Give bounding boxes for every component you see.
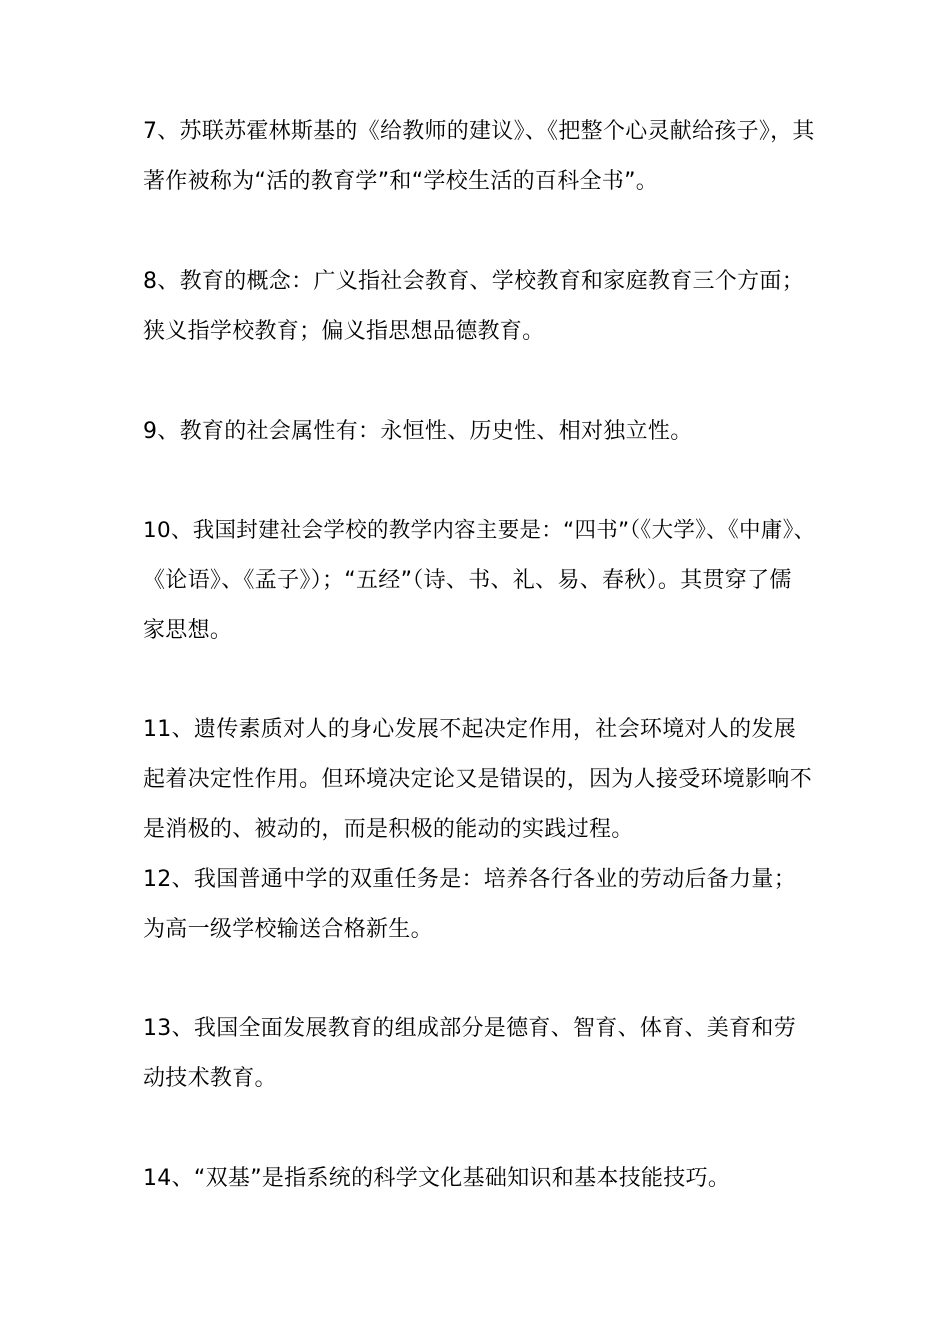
paragraph-item-8 [143,257,815,357]
paragraph-line: 14、“双基”是指系统的科学文化基础知识和基本技能技巧。 [143,1166,731,1191]
paragraph-item-14 [143,1154,815,1204]
paragraph-line: 狭义指学校教育；偏义指思想品德教育。 [143,319,545,344]
paragraph-line: 著作被称为“活的教育学”和“学校生活的百科全书”。 [143,169,659,194]
paragraph-item-11 [143,705,815,855]
paragraph-item-10 [143,506,815,656]
paragraph-line: 《论语》、《孟子》）；“五经”（诗、书、礼、易、春秋）。其贯穿了儒 [143,568,792,593]
paragraph-line: 是消极的、被动的，而是积极的能动的实践过程。 [143,817,634,842]
paragraph-line: 动技术教育。 [143,1066,277,1091]
paragraph-line: 7、苏联苏霍林斯基的《给教师的建议》、《把整个心灵献给孩子》，其 [143,119,815,144]
paragraph-line: 起着决定性作用。但环境决定论又是错误的，因为人接受环境影响不 [143,767,813,792]
paragraph-line: 9、教育的社会属性有：永恒性、历史性、相对独立性。 [143,419,693,444]
paragraph-item-7 [143,107,815,207]
paragraph-line: 12、我国普通中学的双重任务是：培养各行各业的劳动后备力量； [143,867,796,892]
paragraph-line: 11、遗传素质对人的身心发展不起决定作用，社会环境对人的发展 [143,717,796,742]
paragraph-line: 13、我国全面发展教育的组成部分是德育、智育、体育、美育和劳 [143,1016,796,1041]
paragraph-item-12 [143,855,815,955]
paragraph-line: 8、教育的概念：广义指社会教育、学校教育和家庭教育三个方面； [143,269,804,294]
paragraph-line: 为高一级学校输送合格新生。 [143,917,433,942]
paragraph-line: 家思想。 [143,618,233,643]
paragraph-line: 10、我国封建社会学校的教学内容主要是：“四书”（《大学》、《中庸》、 [143,518,816,543]
paragraph-item-13 [143,1004,815,1104]
paragraph-item-9 [143,407,815,457]
